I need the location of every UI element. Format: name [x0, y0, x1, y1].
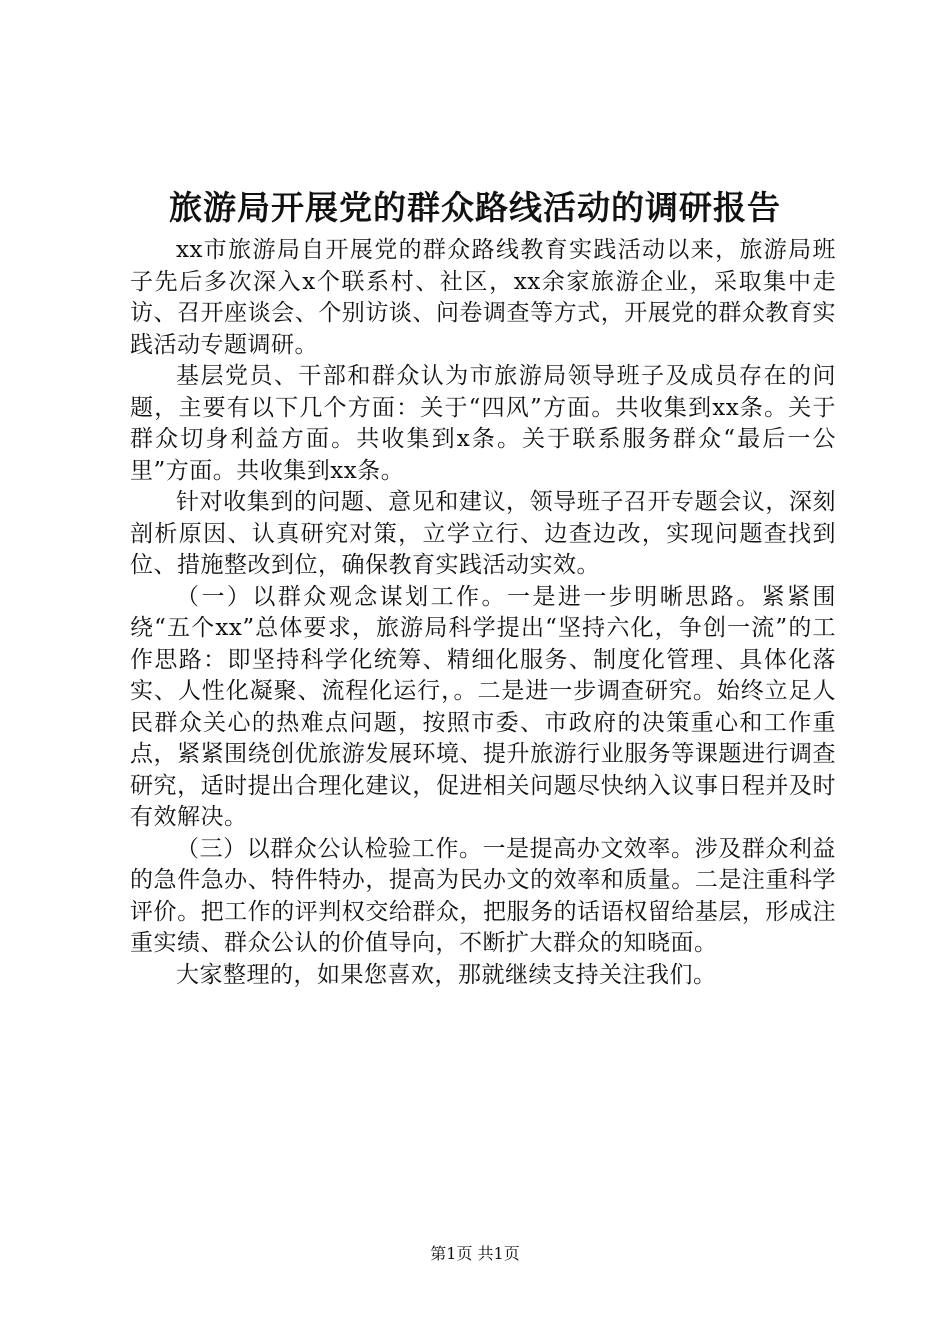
paragraph-section-one: （一）以群众观念谋划工作。一是进一步明晰思路。紧紧围绕“五个xx”总体要求，旅游局科学提出“坚持六化，争创一流”的工作思路：即坚持科学化统筹、精细化服务、制度化管理、具体化落实、人性化凝聚、流程化运行，。二是进一步调查研究。始终立足人民群众关心的热难点问题，按照市委、市政府的决策重心和工作重点，紧紧围绕创优旅游发展环境、提升旅游行业服务等课题进行调查研究，适时提出合理化建议，促进相关问题尽快纳入议事日程并及时有效解决。 — [130, 583, 836, 830]
document-body — [130, 235, 836, 991]
paragraph-problems: 基层党员、干部和群众认为市旅游局领导班子及成员存在的问题，主要有以下几个方面：关于“四风”方面。共收集到xx条。关于群众切身利益方面。共收集到x条。关于联系服务群众“最后一公里”方面。共收集到xx条。 — [130, 363, 836, 484]
paragraph-closing: 大家整理的，如果您喜欢，那就继续支持关注我们。 — [176, 961, 717, 988]
paragraph-section-three: （三）以群众公认检验工作。一是提高办文效率。涉及群众利益的急件急办、特件特办，提高为民办文的效率和质量。二是注重科学评价。把工作的评判权交给群众，把服务的话语权留给基层，形成注重实绩、群众公认的价值导向，不断扩大群众的知晓面。 — [130, 835, 836, 956]
page-number-footer: 第1页 共1页 — [430, 1244, 520, 1263]
paragraph-response: 针对收集到的问题、意见和建议，领导班子召开专题会议，深刻剖析原因、认真研究对策，立学立行、边查边改，实现问题查找到位、措施整改到位，确保教育实践活动实效。 — [130, 489, 836, 578]
document-title: 旅游局开展党的群众路线活动的调研报告 — [169, 188, 781, 227]
paragraph-intro: xx市旅游局自开展党的群众路线教育实践活动以来，旅游局班子先后多次深入x个联系村、社区，xx余家旅游企业，采取集中走访、召开座谈会、个别访谈、问卷调查等方式，开展党的群众教育实践活动专题调研。 — [130, 237, 836, 358]
